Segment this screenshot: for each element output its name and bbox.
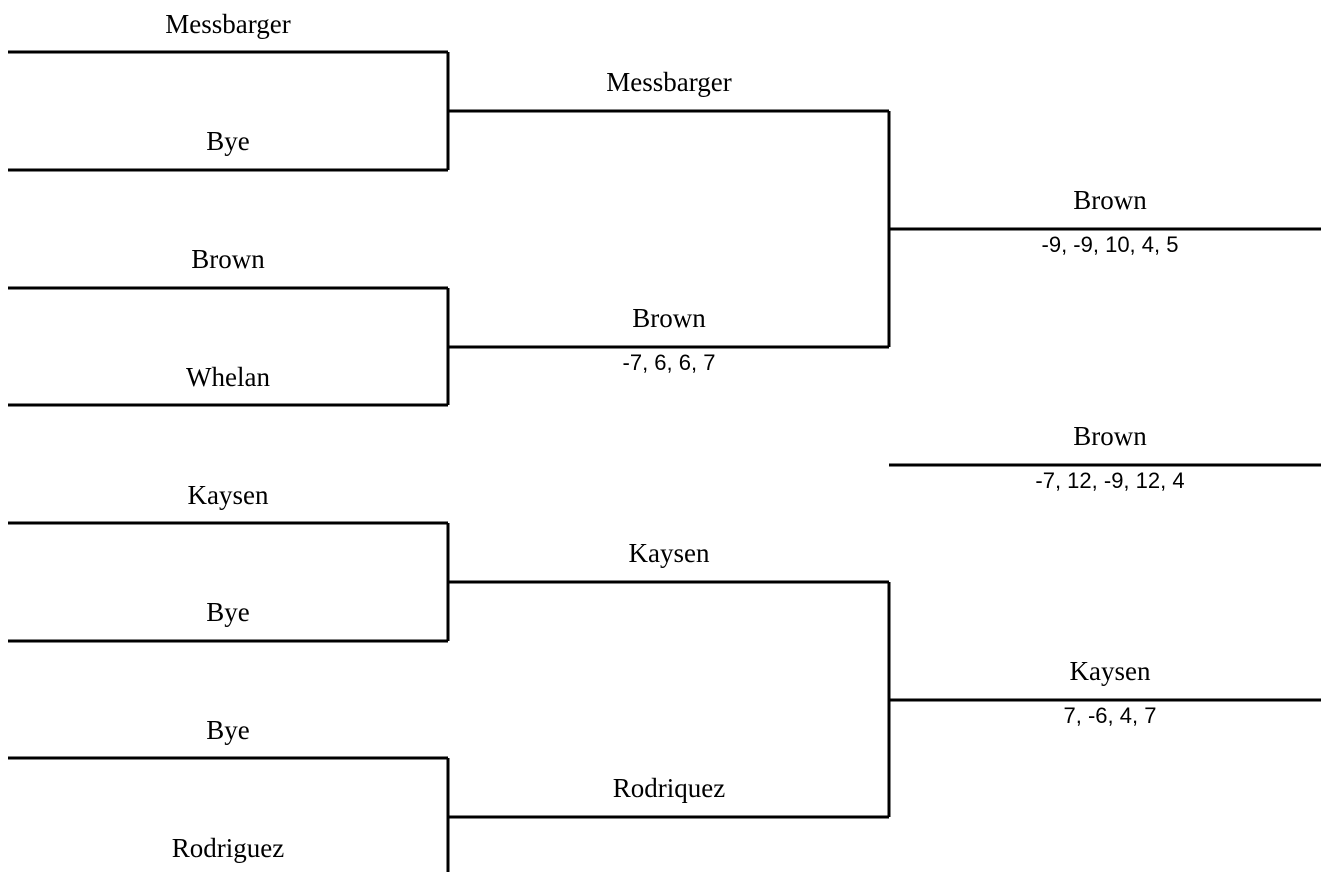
- semifinal-2-score: 7, -6, 4, 7: [1063, 703, 1157, 728]
- r1-m1-top-name: Messbarger: [165, 9, 291, 39]
- r1-m1-bottom-name: Bye: [206, 126, 250, 156]
- round2-names: [606, 67, 731, 803]
- final-lines: [889, 229, 1321, 700]
- r1-m3-bottom-name: Bye: [206, 597, 250, 627]
- r2-m1-bottom-name: Brown: [632, 303, 706, 333]
- final-names: [1035, 185, 1184, 728]
- round1-lines: [8, 52, 448, 872]
- final-name: Brown: [1073, 421, 1147, 451]
- r2-m1-bottom-score: -7, 6, 6, 7: [622, 350, 716, 375]
- r1-m2-bottom-name: Whelan: [186, 362, 270, 392]
- r1-m3-top-name: Kaysen: [187, 480, 269, 510]
- r2-m2-top-name: Kaysen: [628, 538, 710, 568]
- semifinal-1-name: Brown: [1073, 185, 1147, 215]
- semifinal-1-score: -9, -9, 10, 4, 5: [1041, 232, 1179, 257]
- r2-m1-top-name: Messbarger: [606, 67, 732, 97]
- r2-m2-bottom-name: Rodriquez: [612, 773, 726, 803]
- final-score: -7, 12, -9, 12, 4: [1035, 468, 1185, 493]
- round1-names: [165, 9, 290, 863]
- round2-lines: [448, 111, 889, 817]
- semifinal-2-name: Kaysen: [1069, 656, 1151, 686]
- r1-m2-top-name: Brown: [191, 244, 265, 274]
- r1-m4-bottom-name: Rodriguez: [171, 833, 285, 863]
- r1-m4-top-name: Bye: [206, 715, 250, 745]
